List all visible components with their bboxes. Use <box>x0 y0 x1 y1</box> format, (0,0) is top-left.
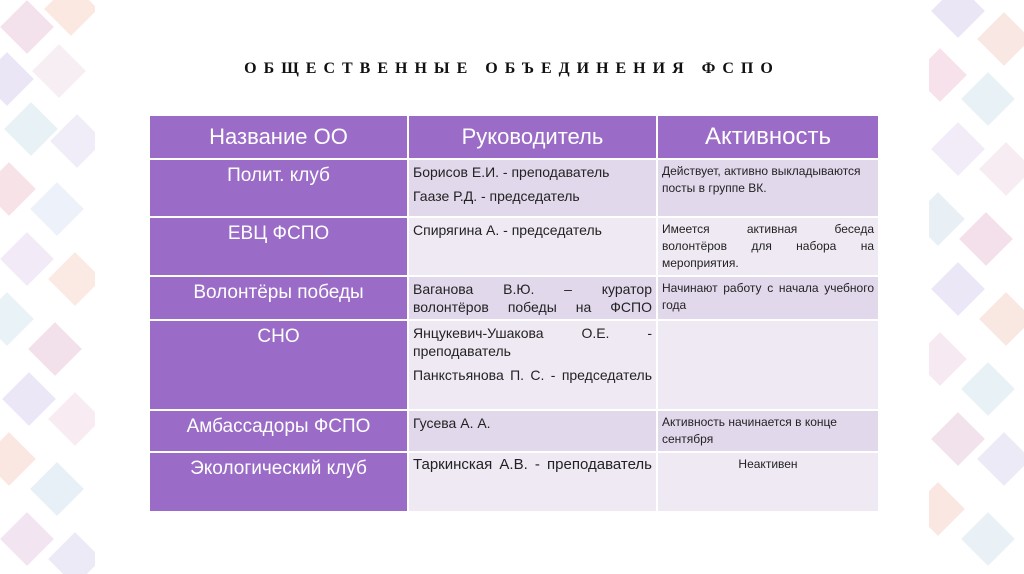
left-decorative-pattern <box>0 0 95 574</box>
table-row <box>149 217 879 276</box>
org-name: Экологический клуб <box>149 452 408 512</box>
leader-line: Панкстьянова П. С. - председатель <box>413 367 652 383</box>
right-decorative-pattern <box>929 0 1024 574</box>
org-name: СНО <box>149 320 408 410</box>
header-activity: Активность <box>657 115 879 159</box>
leader-line: Янцукевич-Ушакова О.Е. - преподаватель <box>413 325 652 359</box>
org-activity: Неактивен <box>657 452 879 512</box>
org-activity: Имеется активная беседа волонтёров для набора на мероприятия. <box>657 217 879 276</box>
org-name: Волонтёры победы <box>149 276 408 320</box>
leader-line: Гаазе Р.Д. - председатель <box>413 188 580 204</box>
leader-line: Таркинская А.В. - преподаватель <box>413 456 652 473</box>
org-activity: Начинают работу с начала учебного года <box>657 276 879 320</box>
org-leader <box>408 217 657 276</box>
org-name: Амбассадоры ФСПО <box>149 410 408 452</box>
page-title: ОБЩЕСТВЕННЫЕ ОБЪЕДИНЕНИЯ ФСПО <box>244 60 780 77</box>
table-row <box>149 320 879 410</box>
org-leader <box>408 276 657 320</box>
table-row <box>149 159 879 217</box>
org-activity <box>657 320 879 410</box>
organizations-table <box>148 114 880 513</box>
table-header-row <box>149 115 879 159</box>
org-leader <box>408 410 657 452</box>
header-name: Название ОО <box>149 115 408 159</box>
leader-line: Спирягина А. - председатель <box>413 222 602 238</box>
leader-line: Ваганова В.Ю. – куратор волонтёров победы на ФСПО <box>413 281 652 315</box>
table-row <box>149 410 879 452</box>
org-name: ЕВЦ ФСПО <box>149 217 408 276</box>
table-row <box>149 276 879 320</box>
org-name: Полит. клуб <box>149 159 408 217</box>
table-row <box>149 452 879 512</box>
org-activity: Активность начинается в конце сентября <box>657 410 879 452</box>
header-leader: Руководитель <box>408 115 657 159</box>
org-leader <box>408 452 657 512</box>
org-activity: Действует, активно выкладываются посты в группе ВК. <box>657 159 879 217</box>
org-leader <box>408 320 657 410</box>
leader-line: Гусева А. А. <box>413 415 491 431</box>
org-leader <box>408 159 657 217</box>
leader-line: Борисов Е.И. - преподаватель <box>413 164 610 180</box>
